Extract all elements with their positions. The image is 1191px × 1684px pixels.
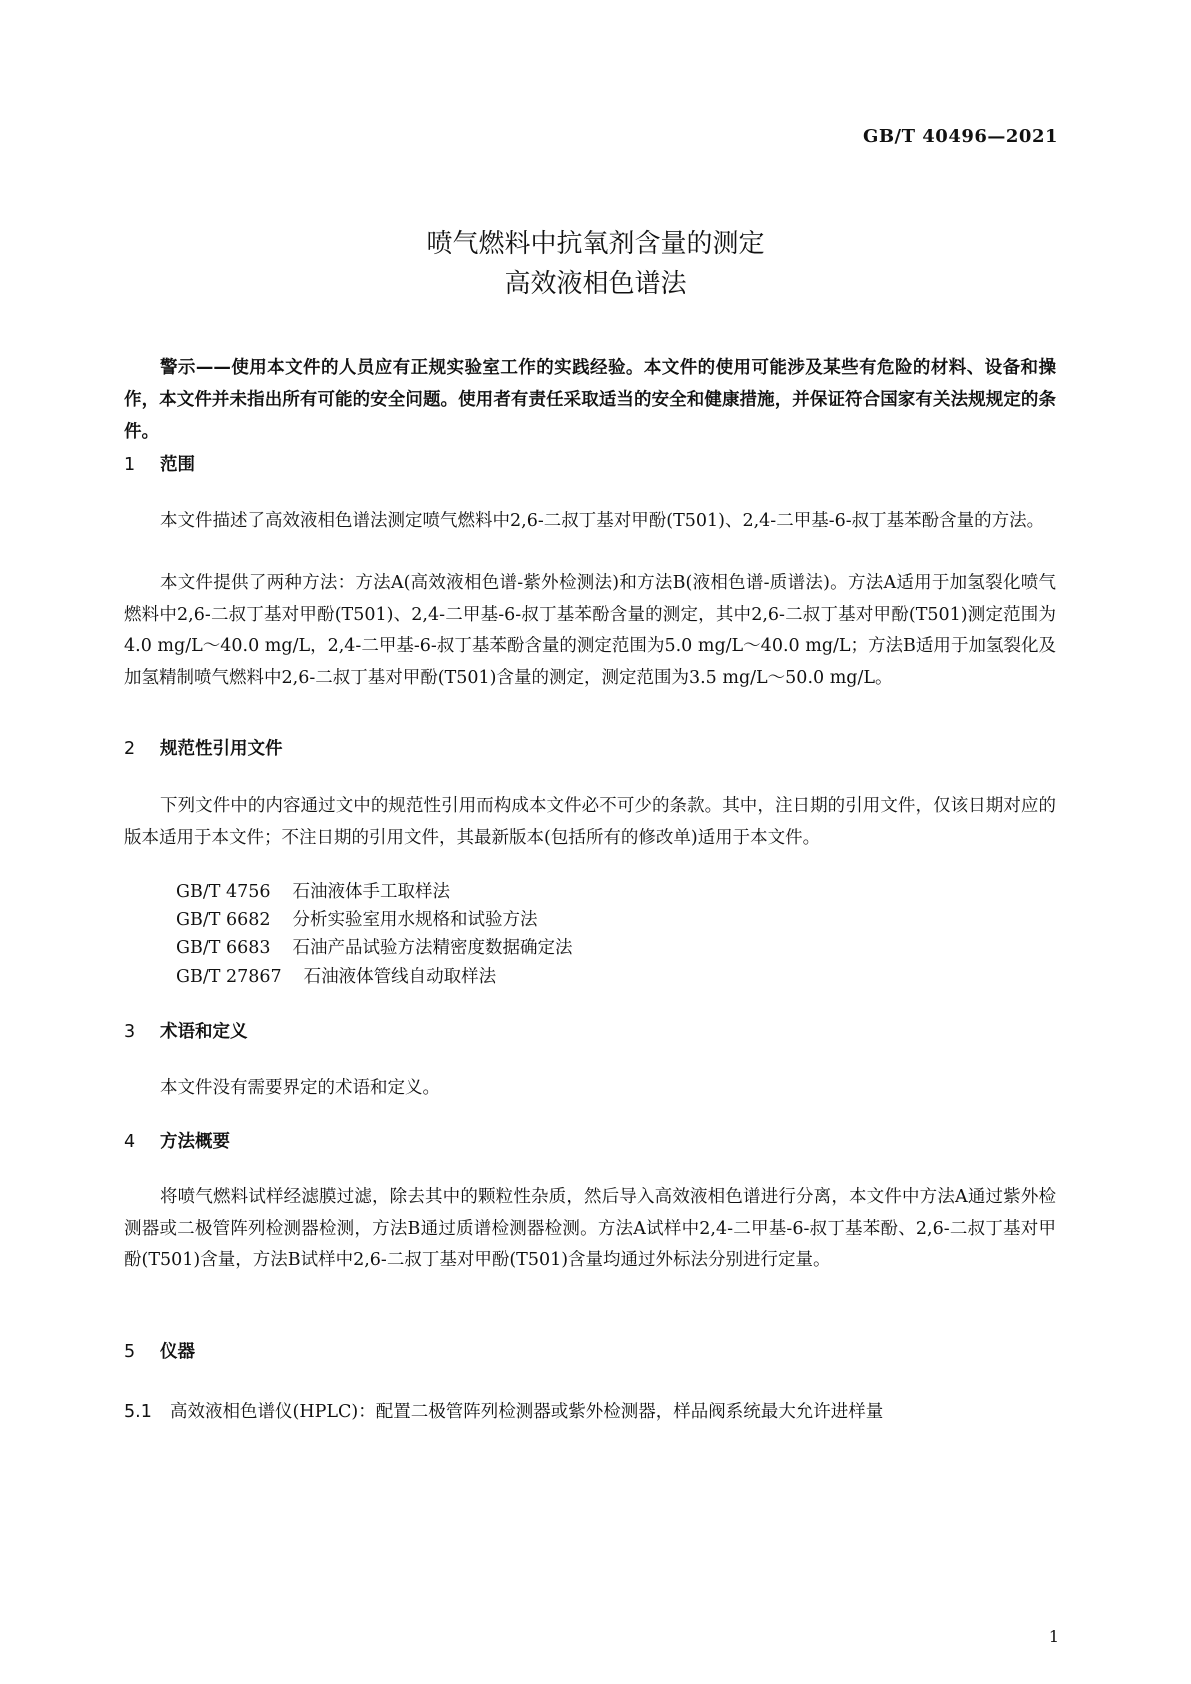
warning-paragraph: 警示——使用本文件的人员应有正规实验室工作的实践经验。本文件的使用可能涉及某些有危险的材料、设备和操作，本文件并未指出所有可能的安全问题。使用者有责任采取适当的安全和健康措施，并保证符合国家有关法规规定的条件。 bbox=[124, 358, 1056, 442]
section-number: 1 bbox=[124, 455, 136, 475]
section-number: 2 bbox=[124, 739, 136, 759]
page-number: 1 bbox=[1048, 1627, 1059, 1646]
section-number: 4 bbox=[124, 1132, 136, 1152]
section-heading-normative-references bbox=[124, 737, 283, 761]
reference-title: 石油液体手工取样法 bbox=[292, 882, 451, 902]
document-title-line1: 喷气燃料中抗氧剂含量的测定 bbox=[426, 229, 765, 259]
reference-code: GB/T 6683 bbox=[176, 938, 271, 958]
section-heading-apparatus bbox=[124, 1340, 195, 1364]
subclause-number: 5.1 bbox=[124, 1402, 152, 1422]
section-heading-method-summary bbox=[124, 1130, 230, 1154]
section-title: 方法概要 bbox=[160, 1132, 230, 1152]
reference-title: 石油液体管线自动取样法 bbox=[303, 967, 497, 987]
section-number: 3 bbox=[124, 1022, 136, 1042]
reference-title: 分析实验室用水规格和试验方法 bbox=[292, 910, 538, 930]
reference-code: GB/T 27867 bbox=[176, 967, 282, 987]
section-title: 仪器 bbox=[160, 1342, 195, 1362]
reference-item bbox=[176, 908, 538, 932]
reference-title: 石油产品试验方法精密度数据确定法 bbox=[292, 938, 573, 958]
section-heading-scope bbox=[124, 453, 195, 477]
section-title: 范围 bbox=[160, 455, 195, 475]
section-heading-terms bbox=[124, 1020, 248, 1044]
subclause-text: 高效液相色谱仪(HPLC)：配置二极管阵列检测器或紫外检测器，样品阀系统最大允许进样量 bbox=[170, 1402, 884, 1422]
method-summary-paragraph: 将喷气燃料试样经滤膜过滤，除去其中的颗粒性杂质，然后导入高效液相色谱进行分离，本文件中方法A通过紫外检测器或二极管阵列检测器检测，方法B通过质谱检测器检测。方法A试样中2,4-二甲基-6-叔丁基苯酚、2,6-二叔丁基对甲酚(T501)含量，方法B试样中2,6-二叔丁基对甲酚(T501)含量均通过外标法分别进行定量。 bbox=[124, 1187, 1056, 1270]
references-paragraph: 下列文件中的内容通过文中的规范性引用而构成本文件必不可少的条款。其中，注日期的引用文件，仅该日期对应的版本适用于本文件；不注日期的引用文件，其最新版本(包括所有的修改单)适用于本文件。 bbox=[124, 796, 1056, 848]
terms-paragraph: 本文件没有需要界定的术语和定义。 bbox=[160, 1078, 440, 1098]
reference-item bbox=[176, 965, 496, 989]
reference-item bbox=[176, 936, 573, 960]
section-title: 规范性引用文件 bbox=[160, 739, 283, 759]
reference-code: GB/T 4756 bbox=[176, 882, 271, 902]
reference-code: GB/T 6682 bbox=[176, 910, 271, 930]
scope-paragraph-2: 本文件提供了两种方法：方法A(高效液相色谱-紫外检测法)和方法B(液相色谱-质谱法)。方法A适用于加氢裂化喷气燃料中2,6-二叔丁基对甲酚(T501)、2,4-二甲基-6-叔丁基苯酚含量的测定，其中2,6-二叔丁基对甲酚(T501)测定范围为4.0 mg/L～40.0 mg/L，2,4-二甲基-6-叔丁基苯酚含量的测定范围为5.0 mg/L～40.0 mg/L；方法B适用于加氢裂化及加氢精制喷气燃料中2,6-二叔丁基对甲酚(T501)含量的测定，测定范围为3.5 mg/L～50.0 mg/L。 bbox=[124, 573, 1056, 688]
document-title-line2: 高效液相色谱法 bbox=[504, 269, 687, 299]
reference-item bbox=[176, 880, 450, 904]
section-number: 5 bbox=[124, 1342, 136, 1362]
scope-paragraph-1: 本文件描述了高效液相色谱法测定喷气燃料中2,6-二叔丁基对甲酚(T501)、2,4-二甲基-6-叔丁基苯酚含量的方法。 bbox=[160, 511, 1045, 531]
section-title: 术语和定义 bbox=[160, 1022, 248, 1042]
subclause-5-1 bbox=[124, 1397, 1056, 1429]
standard-code: GB/T 40496—2021 bbox=[862, 126, 1058, 147]
